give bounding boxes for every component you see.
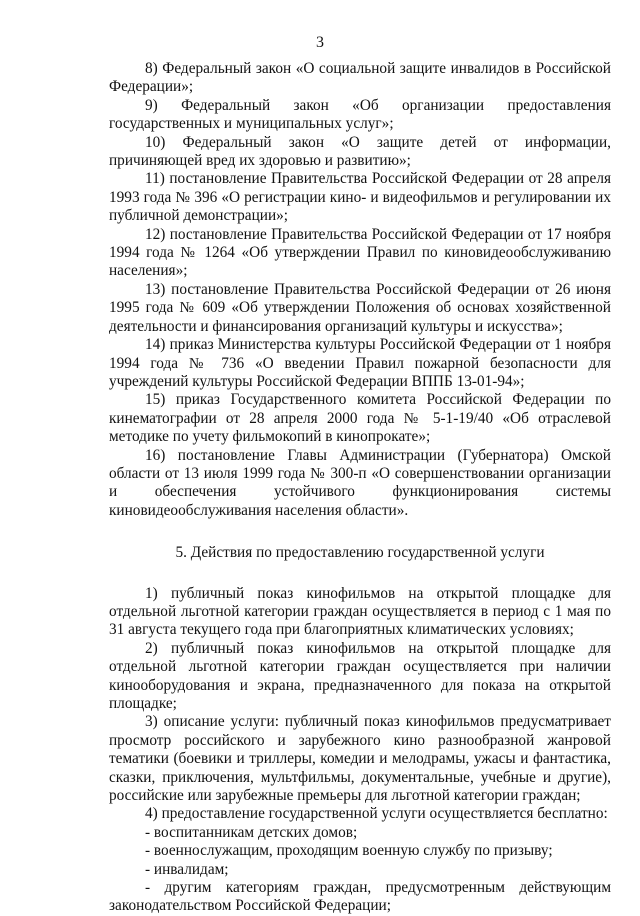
- section-paragraph-1: 1) публичный показ кинофильмов на открытой площадке для отдельной льготной категории граждан осуществляется в период с 1 мая по 31 августа текущего года при благоприятных климатических условиях;: [109, 584, 611, 639]
- section-heading: 5. Действия по предоставлению государственной услуги: [175, 544, 545, 562]
- beneficiary-item: - воспитанникам детских домов;: [145, 823, 358, 841]
- document-body: [109, 60, 611, 916]
- legal-basis-list: [109, 60, 611, 520]
- legal-basis-item-8: 8) Федеральный закон «О социальной защите инвалидов в Российской Федерации»;: [109, 60, 611, 96]
- legal-basis-item-12: 12) постановление Правительства Российской Федерации от 17 ноября 1994 года № 1264 «Об утверждении Правил по киновидеообслуживанию населения»;: [109, 225, 611, 280]
- beneficiaries-list: [109, 824, 611, 916]
- legal-basis-item-11: 11) постановление Правительства Российской Федерации от 28 апреля 1993 года № 396 «О регистрации кино- и видеофильмов и регулировании их публичной демонстрации»;: [109, 170, 611, 225]
- section-paragraph-2: 2) публичный показ кинофильмов на открытой площадке для отдельной льготной категории граждан осуществляется при наличии кинооборудования и экрана, предназначенного для показа на открытой площадке;: [109, 639, 611, 712]
- section-paragraphs: [109, 585, 611, 824]
- section-paragraph-3: 3) описание услуги: публичный показ кинофильмов предусматривает просмотр российского и зарубежного кино разнообразной жанровой тематики (боевики и триллеры, комедии и мелодрамы, ужасы и фантастика, сказки, приключения, мультфильмы, документальные, учебные и другие), российские или зарубежные премьеры для льготной категории граждан;: [109, 713, 611, 805]
- legal-basis-item-15: 15) приказ Государственного комитета Российской Федерации по кинематографии от 28 апреля 2000 года № 5-1-19/40 «Об отраслевой методике по учету фильмокопий в кинопрокате»;: [109, 391, 611, 446]
- legal-basis-item-10: 10) Федеральный закон «О защите детей от информации, причиняющей вред их здоровью и развитию»;: [109, 133, 611, 170]
- beneficiary-item: - другим категориям граждан, предусмотренным действующим законодательством Российской Федерации;: [109, 879, 611, 915]
- beneficiary-item: - инвалидам;: [145, 860, 229, 878]
- legal-basis-item-14: 14) приказ Министерства культуры Российской Федерации от 1 ноября 1994 года № 736 «О введении Правил пожарной безопасности для учреждений культуры Российской Федерации ВППБ 13-01-94»;: [109, 336, 611, 390]
- legal-basis-item-16: 16) постановление Главы Администрации (Губернатора) Омской области от 13 июля 1999 года № 300-п «О совершенствовании организации и обеспечения устойчивого функционирования системы киновидеообслуживания населения области».: [109, 446, 611, 519]
- section-paragraph-4: 4) предоставление государственной услуги осуществляется бесплатно:: [145, 805, 608, 823]
- legal-basis-item-9: 9) Федеральный закон «Об организации предоставления государственных и муниципальных услуг»;: [109, 96, 611, 133]
- beneficiary-item: - военнослужащим, проходящим военную службу по призыву;: [145, 842, 553, 860]
- legal-basis-item-13: 13) постановление Правительства Российской Федерации от 26 июня 1995 года № 609 «Об утверждении Положения об основах хозяйственной деятельности и финансирования организаций культуры и искусства»;: [109, 280, 611, 335]
- page-number: 3: [316, 34, 324, 51]
